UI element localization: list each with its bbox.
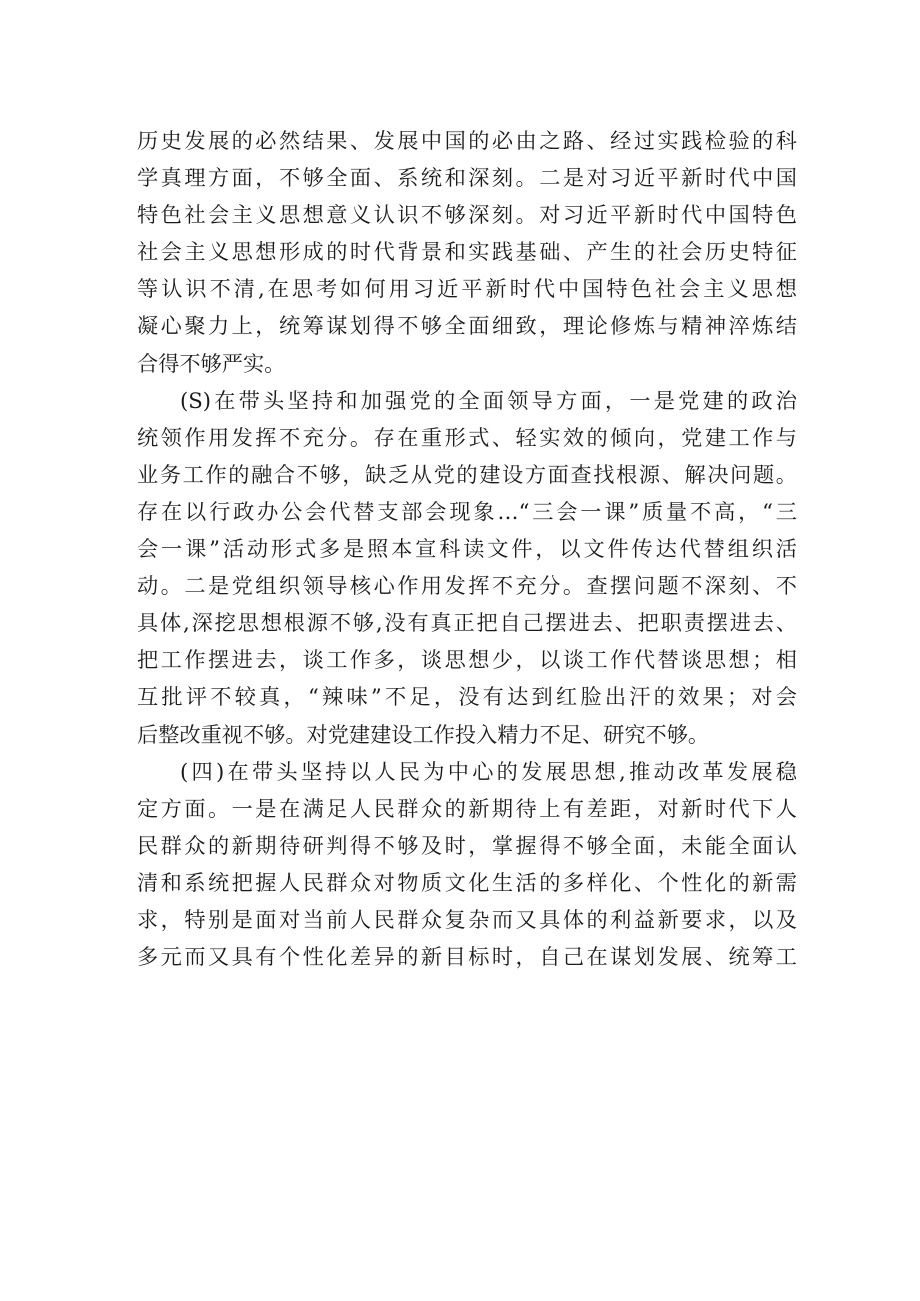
text-line: 把工作摆进去，谈工作多，谈思想少，以谈工作代替谈思想；相 — [137, 647, 797, 673]
text-line: 特色社会主义思想意义认识不够深刻。对习近平新时代中国特色 — [137, 202, 797, 228]
paragraph-p2 — [137, 382, 797, 753]
text-line: 动。二是党组织领导核心作用发挥不充分。查摆问题不深刻、不 — [137, 573, 797, 599]
text-line: 会一课”活动形式多是照本宣科读文件，以文件传达代替组织活 — [137, 536, 797, 562]
text-line: (四)在带头坚持以人民为中心的发展思想,推动改革发展稳 — [180, 758, 797, 784]
text-line: 社会主义思想形成的时代背景和实践基础、产生的社会历史特征 — [137, 239, 797, 265]
text-line: 多元而又具有个性化差异的新目标时，自己在谋划发展、统筹工 — [137, 944, 797, 970]
text-line: 等认识不清,在思考如何用习近平新时代中国特色社会主义思想 — [137, 276, 797, 302]
text-line: 学真理方面，不够全面、系统和深刻。二是对习近平新时代中国 — [137, 165, 797, 191]
text-line: 求，特别是面对当前人民群众复杂而又具体的利益新要求，以及 — [137, 906, 797, 932]
text-line: 历史发展的必然结果、发展中国的必由之路、经过实践检验的科 — [137, 128, 797, 153]
text-line: 后整改重视不够。对党建建设工作投入精力不足、研究不够。 — [137, 721, 710, 747]
text-line: 业务工作的融合不够，缺乏从党的建设方面查找根源、解决问题。 — [137, 461, 797, 487]
text-line: 具体,深挖思想根源不够,没有真正把自己摆进去、把职责摆进去、 — [137, 610, 797, 636]
text-line: 统领作用发挥不充分。存在重形式、轻实效的倾向，党建工作与 — [137, 424, 797, 450]
text-line: (S)在带头坚持和加强党的全面领导方面，一是党建的政治 — [180, 387, 797, 413]
text-line: 凝心聚力上，统筹谋划得不够全面细致，理论修炼与精神淬炼结 — [137, 313, 797, 339]
text-line: 定方面。一是在满足人民群众的新期待上有差距，对新时代下人 — [137, 795, 797, 821]
text-line: 清和系统把握人民群众对物质文化生活的多样化、个性化的新需 — [137, 869, 797, 895]
text-line: 存在以行政办公会代替支部会现象…“三会一课”质量不高，“三 — [137, 498, 797, 524]
text-line: 合得不够严实。 — [137, 350, 286, 376]
paragraph-p3 — [137, 753, 797, 976]
paragraph-p1 — [137, 122, 797, 382]
text-line: 互批评不较真，“辣味”不足，没有达到红脸出汗的效果；对会 — [137, 684, 797, 710]
text-line: 民群众的新期待研判得不够及时，掌握得不够全面，未能全面认 — [137, 832, 797, 858]
body-text — [137, 122, 797, 975]
